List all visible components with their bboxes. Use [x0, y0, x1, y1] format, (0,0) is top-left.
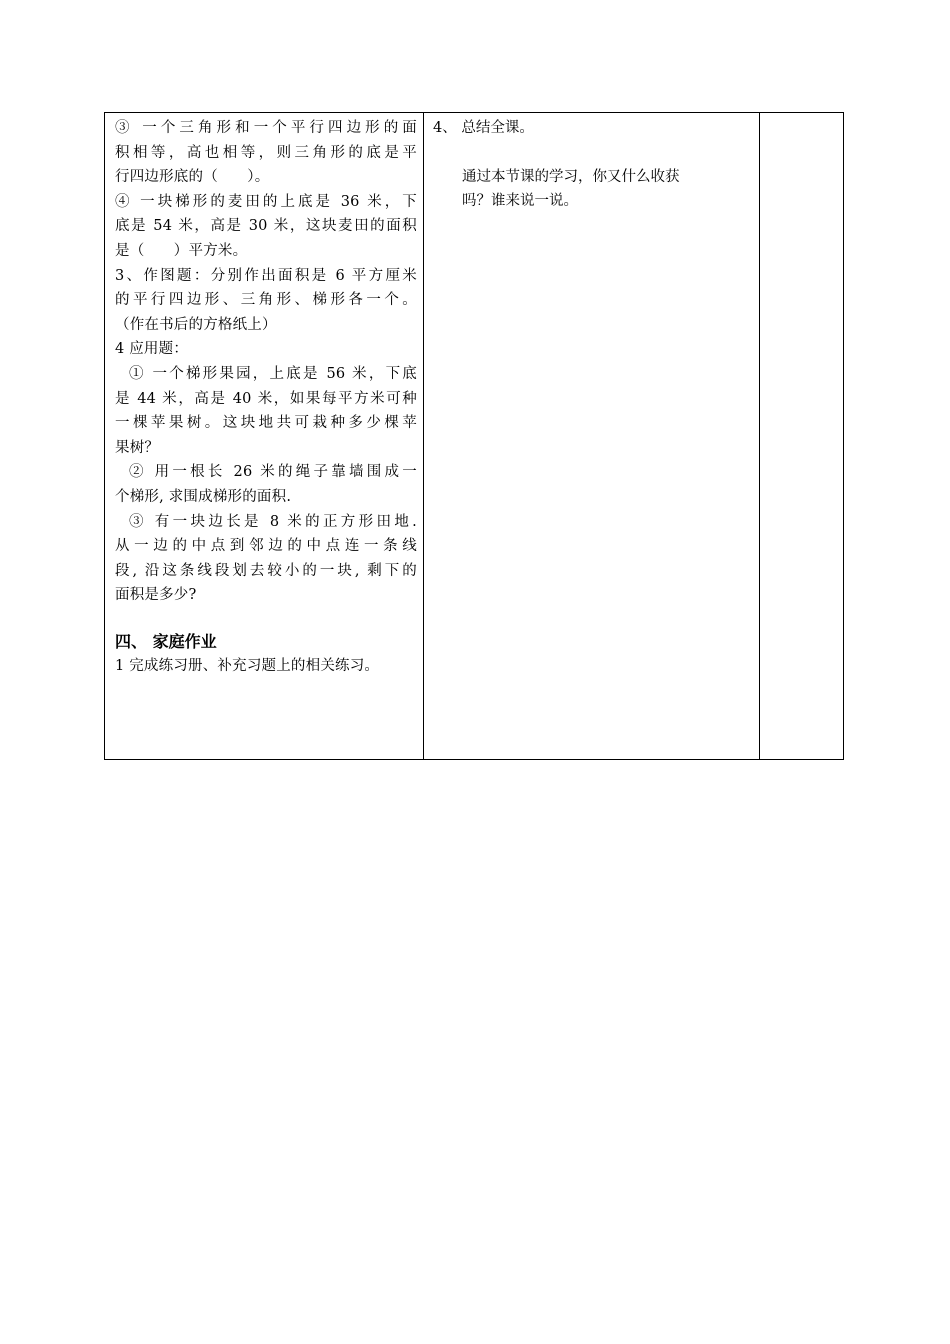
- exercise-line: 3、作图题：分别作出面积是 6 平方厘米: [115, 267, 417, 284]
- exercise-line: 面积是多少?: [115, 587, 197, 604]
- summary-item: 4、 总结全课。: [433, 120, 534, 136]
- summary-line: 通过本节课的学习，你又什么收获: [462, 168, 680, 185]
- lesson-table: [104, 112, 844, 760]
- exercise-line: 的平行四边形、三角形、梯形各一个。: [115, 292, 417, 309]
- summary-spacer: [433, 141, 751, 165]
- summary-column: [424, 113, 760, 759]
- summary-line: 吗？谁来说一说。: [462, 193, 578, 210]
- exercise-line: 底是 54 米，高是 30 米，这块麦田的面积: [115, 218, 417, 235]
- notes-column: [760, 113, 843, 759]
- homework-heading: 四、 家庭作业: [115, 631, 217, 651]
- exercise-line: 从一边的中点到邻边的中点连一条线: [115, 538, 417, 555]
- exercise-line: 积相等，高也相等，则三角形的底是平: [115, 144, 417, 161]
- exercise-line: ② 用一根长 26 米的绳子靠墙围成一: [129, 464, 417, 481]
- exercise-line: 4 应用题：: [115, 341, 189, 358]
- exercise-line: 一棵苹果树。这块地共可栽种多少棵苹: [115, 415, 417, 432]
- exercise-line: ③ 一个三角形和一个平行四边形的面: [115, 120, 417, 136]
- homework-text: 1 完成练习册、补充习题上的相关练习。: [115, 657, 380, 674]
- exercise-column: [105, 113, 424, 759]
- exercise-line: 行四边形底的（ ）。: [115, 169, 270, 186]
- section-spacer: [115, 608, 417, 630]
- exercise-line: 个梯形, 求围成梯形的面积.: [115, 488, 292, 505]
- exercise-line: 果树？: [115, 439, 160, 456]
- exercise-line: ④ 一块梯形的麦田的上底是 36 米，下: [115, 193, 417, 210]
- exercise-line: ① 一个梯形果园，上底是 56 米，下底: [129, 365, 417, 382]
- exercise-line: （作在书后的方格纸上）: [115, 316, 277, 333]
- exercise-line: 是 44 米，高是 40 米，如果每平方米可种: [115, 390, 417, 407]
- exercise-line: 是（ ）平方米。: [115, 242, 248, 259]
- exercise-line: ③ 有一块边长是 8 米的正方形田地.: [129, 513, 417, 530]
- exercise-line: 段, 沿这条线段划去较小的一块, 剩下的: [115, 562, 417, 579]
